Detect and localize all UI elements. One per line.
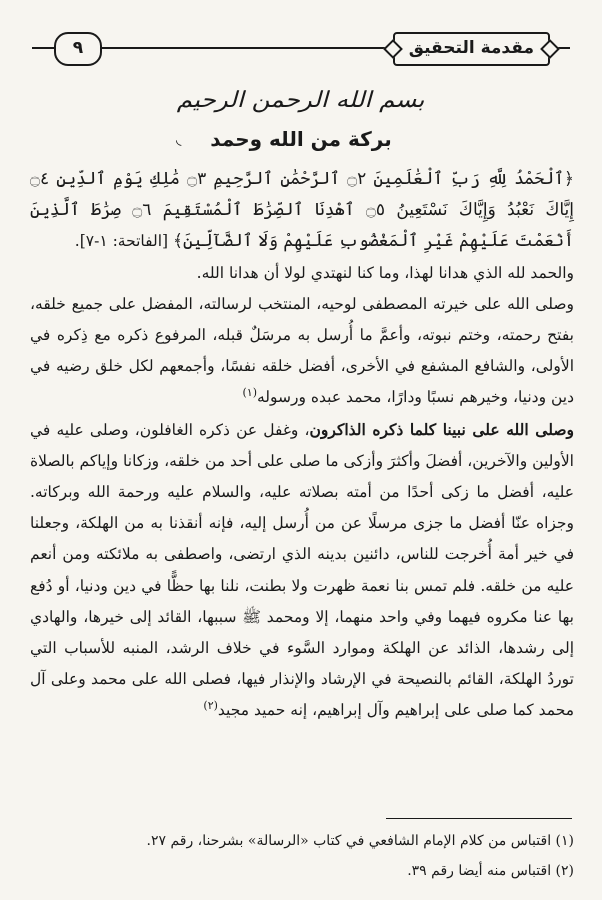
bold-lead-text: وصلى الله على نبينا كلما ذكره الذاكرون bbox=[309, 419, 574, 439]
footnote-divider bbox=[386, 818, 572, 819]
footnote-1: (١) اقتباس من كلام الإمام الشافعي في كتاب «الرسالة» بشرحنا، رقم ٢٧. bbox=[146, 833, 574, 849]
footnote-2: (٢) اقتباس منه أيضا رقم ٣٩. bbox=[407, 863, 574, 879]
paragraph-text: ، وغفل عن ذكره الغافلون، وصلى عليه في الأولين والآخرين، أفضلَ وأكثرَ وأزكى ما صلى على أحد من خلقه، وزكانا وإياكم بالصلاة عليه، أفضل ما زكى أحدًا من أمته بصلاته عليه، والسلام عليه ورحمة الله وبركاته. وجزاه عنّا أفضل ما جزى مرسلًا عن من أُرسل إليه، فإنه أنقذنا به من الهلكة، وجعلنا في خير أمة أُخرجت للناس، دائنين بدينه الذي ارتضى، واصطفى به ملائكته ومن أنعم عليه من خلقه. فلم تمس بنا نعمة ظهرت ولا بطنت، نلنا بها حظًّا في دين ودنيا، أو دُفع بها عنا مكروه فيهما وفي واحد منهما، إلا ومحمد ﷺ سببها، القائد إلى خيرها، والهادي إلى رشدها، الذائد عن الهلكة وموارد السَّوء في خلاف الرشد، المنبه للأسباب التي توردُ الهلكة، القائم بالنصيحة في الإرشاد والإنذار فيها، فصلى الله على محمد وعلى آل محمد كما صلى على إبراهيم وآل إبراهيم، إنه حميد مجيد bbox=[30, 420, 574, 720]
quran-verses: ﴿ٱلْحَمْدُ لِلَّهِ رَبِّ ٱلْعَٰلَمِينَ ۝٢ ٱلرَّحْمَٰنِ ٱلرَّحِيمِ ۝٣ مَٰلِكِ يَوْمِ ٱلدِّينِ ۝٤ إِيَّاكَ نَعْبُدُ وَإِيَّاكَ نَسْتَعِينُ ۝٥ ٱهْدِنَا ٱلصِّرَٰطَ ٱلْمُسْتَقِيمَ ۝٦ صِرَٰطَ ٱلَّذِينَ أَنْعَمْتَ عَلَيْهِمْ غَيْرِ ٱلْمَغْضُوبِ عَلَيْهِمْ وَلَا ٱلضَّآلِّينَ﴾ bbox=[30, 169, 575, 252]
basmala-text: بسم الله الرحمن الرحيم bbox=[177, 88, 425, 113]
footnote-marker: (١) bbox=[242, 386, 257, 400]
footnote-marker: (٢) bbox=[203, 699, 218, 713]
paragraph-text: وصلى الله على خيرته المصطفى لوحيه، المنتخب لرسالته، المفضل على جميع خلقه، بفتح رحمته، وختم نبوته، وأعمَّ ما أُرسل به مرسَلٌ قبله، المرفوع ذكره مع ذِكره في الأولى، والشافع المشفع في الأخرى، أفضل خلقه نفسًا، وأجمعهم لكل خلق رضيه في دين ودنيا، وخيرهم نسبًا ودارًا، محمد عبده ورسوله bbox=[30, 294, 574, 407]
chapter-title: مقدمة التحقيق bbox=[393, 32, 550, 66]
page-number: ٩ bbox=[54, 32, 102, 66]
verse-reference: [الفاتحة: ١-٧]. bbox=[74, 232, 169, 251]
page-header bbox=[32, 30, 570, 66]
paragraph-hamd bbox=[30, 258, 574, 289]
body-text bbox=[30, 164, 574, 727]
paragraph-fatiha bbox=[30, 164, 574, 258]
tick-mark-icon: ◟ bbox=[176, 132, 182, 148]
paragraph-salat-2 bbox=[30, 414, 574, 727]
footnotes bbox=[30, 826, 574, 886]
section-title: بركة من الله وحمد bbox=[210, 127, 392, 151]
paragraph-text: والحمد لله الذي هدانا لهذا، وما كنا لنهتدي لولا أن هدانا الله. bbox=[196, 263, 574, 282]
basmala-calligraphy bbox=[0, 88, 602, 113]
paragraph-salat-1 bbox=[30, 289, 574, 414]
